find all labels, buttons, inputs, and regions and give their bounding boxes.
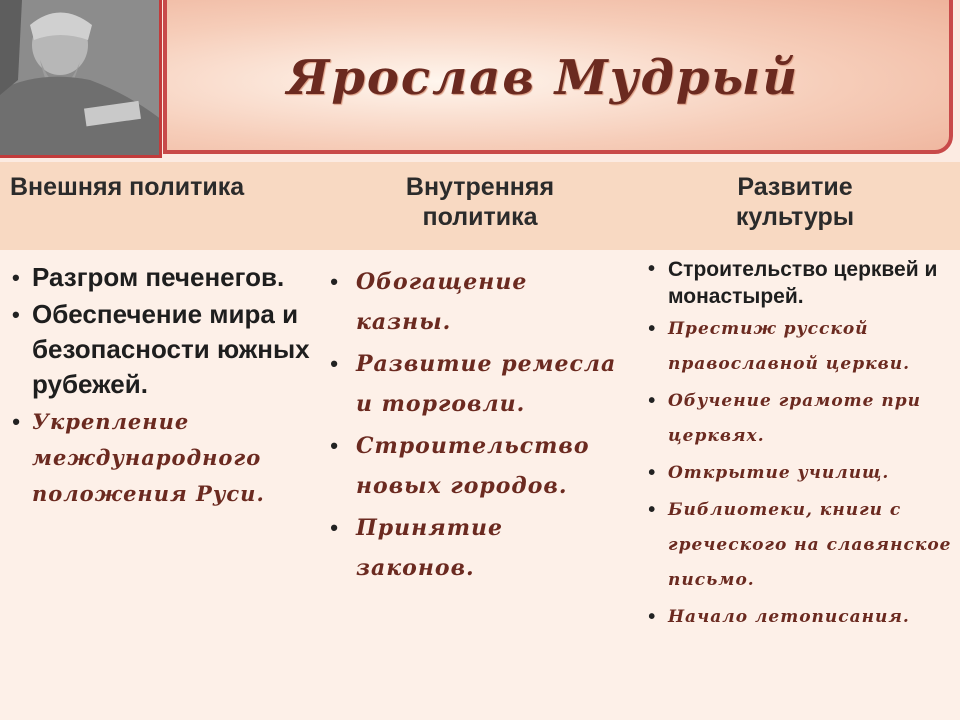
- list-item: • Принятие законов.: [322, 508, 622, 588]
- culture-list: [640, 256, 958, 637]
- list-item: • Строительство новых городов.: [322, 426, 622, 506]
- table-header-row: [0, 162, 960, 250]
- list-item: • Престиж русской православной церкви.: [640, 312, 958, 382]
- list-item: • Обеспечение мира и безопасности южных рубежей.: [4, 297, 314, 402]
- list-item: • Открытие училищ.: [640, 456, 958, 491]
- portrait-image: [0, 0, 162, 158]
- domestic-policy-list: [322, 262, 622, 590]
- page-title: Ярослав Мудрый: [287, 50, 800, 106]
- list-item: • Строительство церквей и монастырей.: [640, 256, 958, 310]
- column-header-domestic-policy: Внутренняя политика: [405, 173, 555, 231]
- column-header-culture: Развитие культуры: [735, 173, 855, 231]
- list-item: • Начало летописания.: [640, 600, 958, 635]
- title-box: [163, 0, 953, 154]
- list-item: • Развитие ремесла и торговли.: [322, 344, 622, 424]
- list-item: • Обучение грамоте при церквях.: [640, 384, 958, 454]
- list-item: • Разгром печенегов.: [4, 260, 314, 295]
- column-header-foreign-policy: Внешняя политика: [10, 173, 245, 201]
- list-item: • Укрепление международного положения Руси.: [4, 404, 314, 512]
- foreign-policy-list: [4, 260, 314, 514]
- list-item: • Библиотеки, книги с греческого на славянское письмо.: [640, 493, 958, 598]
- title-bar: [163, 0, 960, 158]
- list-item: • Обогащение казны.: [322, 262, 622, 342]
